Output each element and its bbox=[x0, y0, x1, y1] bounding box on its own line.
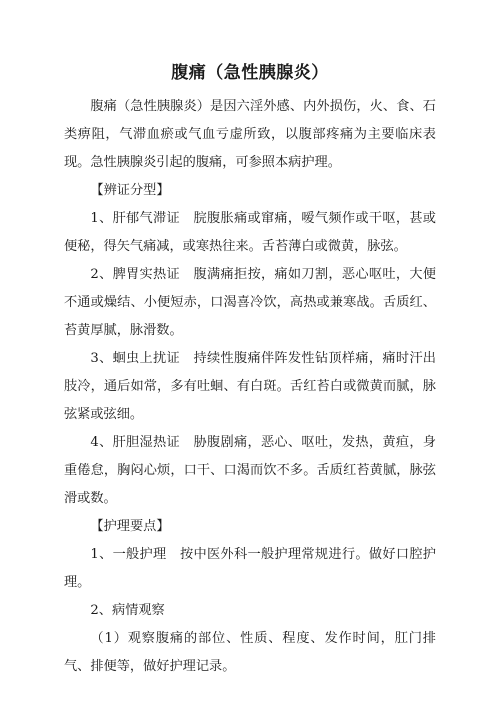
nursing-item-3: （1）观察腹痛的部位、性质、程度、发作时间，肛门排气、排便等，做好护理记录。 bbox=[64, 631, 436, 674]
syndrome-item-2: 2、脾胃实热证 腹满痛拒按，痛如刀割，恶心呕吐，大便不通或燥结、小便短赤，口渴喜冷饮，高热或兼寒战。舌质红、苔黄厚腻，脉滑数。 bbox=[64, 267, 436, 338]
intro-paragraph: 腹痛（急性胰腺炎）是因六淫外感、内外损伤，火、食、石类痹阻，气滞血瘀或气血亏虚所致，以腹部疼痛为主要临床表现。急性胰腺炎引起的腹痛，可参照本病护理。 bbox=[64, 99, 436, 170]
syndrome-item-3: 3、蛔虫上扰证 持续性腹痛伴阵发性钻顶样痛，痛时汗出肢冷，通后如常，多有吐蛔、有白斑。舌红苔白或微黄而腻，脉弦紧或弦细。 bbox=[64, 351, 436, 422]
page-title: 腹痛（急性胰腺炎） bbox=[171, 63, 329, 83]
syndrome-item-1: 1、肝郁气滞证 脘腹胀痛或窜痛，嗳气频作或干呕，甚或便秘，得矢气痛减，或寒热往来。舌苔薄白或微黄，脉弦。 bbox=[64, 211, 436, 254]
syndrome-heading: 【辨证分型】 bbox=[90, 183, 170, 198]
nursing-item-1: 1、一般护理 按中医外科一般护理常规进行。做好口腔护理。 bbox=[64, 547, 436, 590]
nursing-heading: 【护理要点】 bbox=[90, 519, 170, 534]
document-body bbox=[64, 93, 436, 681]
syndrome-item-4: 4、肝胆湿热证 胁腹剧痛，恶心、呕吐，发热，黄疸，身重倦怠，胸闷心烦，口干、口渴而饮不多。舌质红苔黄腻，脉弦滑或数。 bbox=[64, 435, 436, 506]
nursing-item-2: 2、病情观察 bbox=[90, 603, 165, 618]
